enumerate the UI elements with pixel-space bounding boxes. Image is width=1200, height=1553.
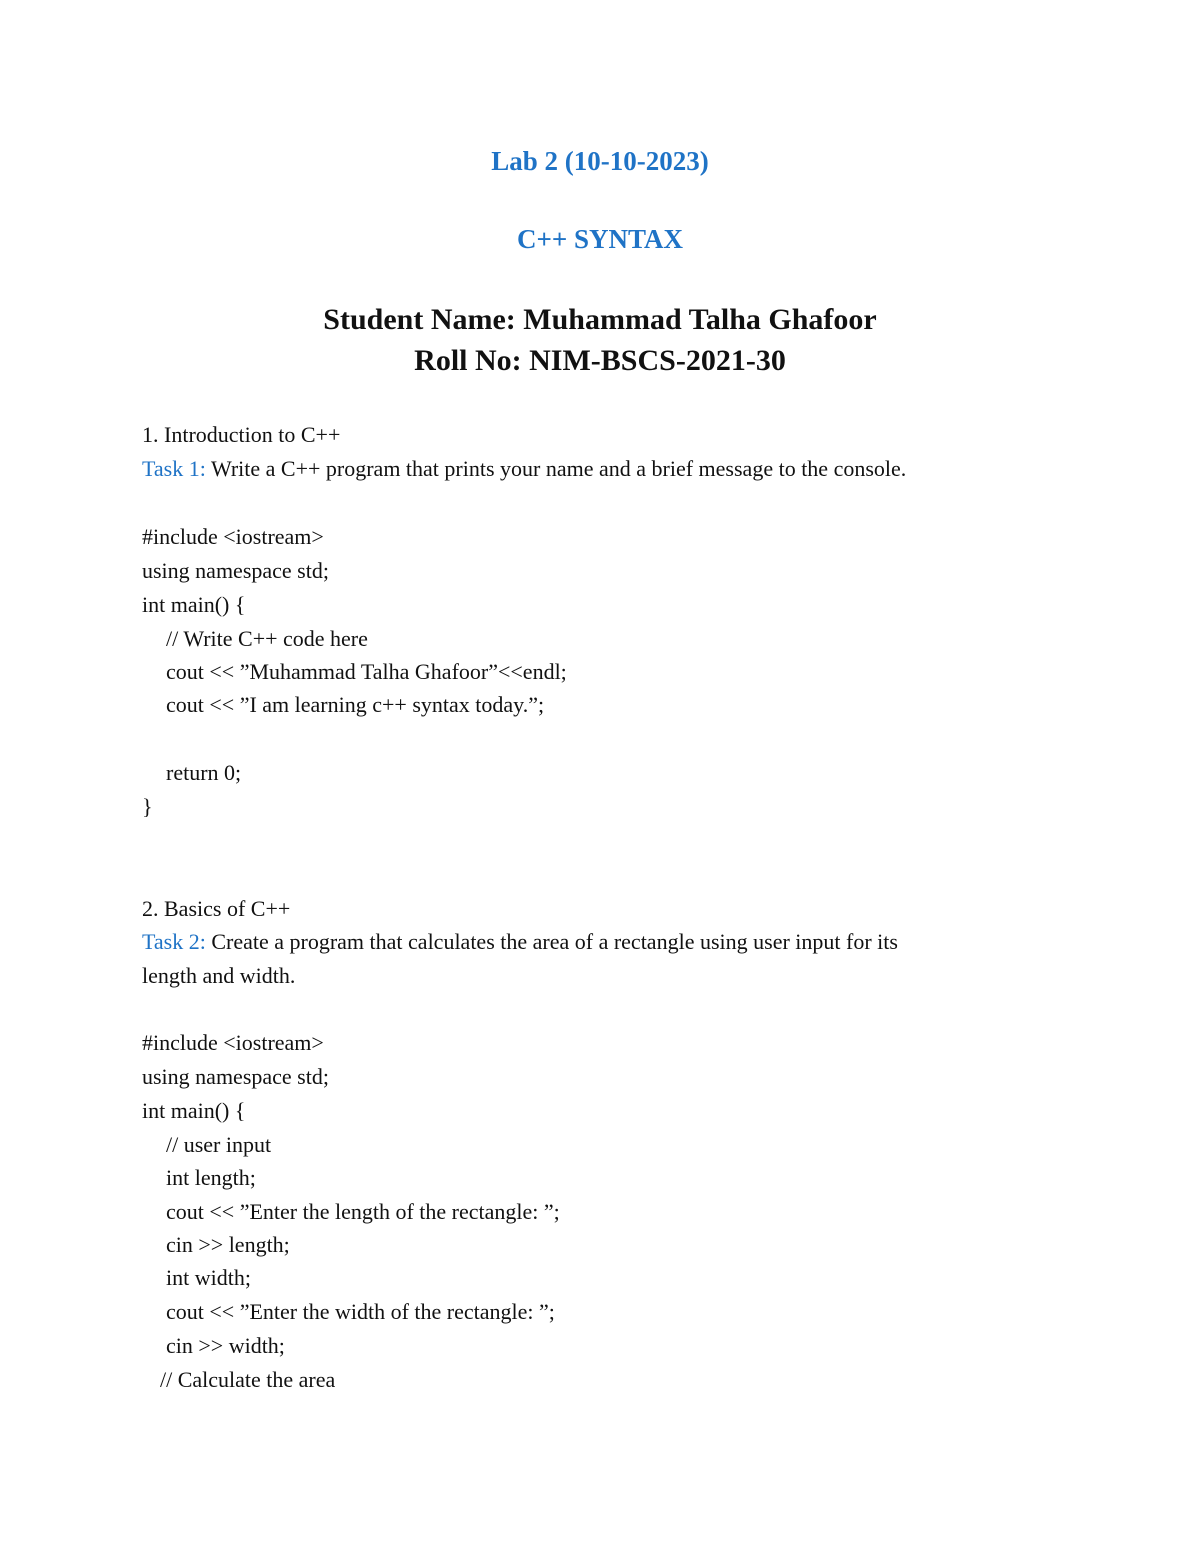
code-line: int main() { — [142, 1098, 246, 1123]
code-line: #include <iostream> — [142, 1030, 324, 1055]
task-2-description — [142, 931, 898, 953]
code-line: cout << ”Muhammad Talha Ghafoor”<<endl; — [166, 659, 567, 684]
task-1-label: Task 1: — [142, 456, 206, 481]
task-1-text: Write a C++ program that prints your name and a brief message to the console. — [205, 456, 907, 481]
code-line: cin >> width; — [166, 1333, 285, 1358]
code-comment: // Calculate the area — [160, 1367, 336, 1392]
task-2-label: Task 2: — [142, 929, 206, 954]
task-1-description — [142, 458, 906, 480]
code-line: cin >> length; — [166, 1232, 290, 1257]
code-comment: // user input — [166, 1132, 272, 1157]
section-2-heading: 2. Basics of C++ — [142, 896, 291, 921]
lab-title: Lab 2 (10-10-2023) — [491, 146, 709, 176]
task-2-text: Create a program that calculates the area of a rectangle using user input for its — [205, 929, 898, 954]
roll-number: Roll No: NIM-BSCS-2021-30 — [414, 344, 786, 377]
section-1-heading: 1. Introduction to C++ — [142, 422, 341, 447]
code-line: cout << ”Enter the length of the rectangle: ”; — [166, 1199, 560, 1224]
code-line: return 0; — [166, 760, 242, 785]
code-line: int width; — [166, 1265, 251, 1290]
code-line: int main() { — [142, 592, 246, 617]
subject-title: C++ SYNTAX — [516, 224, 684, 254]
code-line: using namespace std; — [142, 1064, 329, 1089]
task-2-text-continued: length and width. — [142, 963, 296, 988]
code-line: } — [142, 794, 153, 819]
code-line: cout << ”I am learning c++ syntax today.”; — [166, 692, 545, 717]
code-line: #include <iostream> — [142, 524, 324, 549]
code-line: cout << ”Enter the width of the rectangle: ”; — [166, 1299, 555, 1324]
code-line: using namespace std; — [142, 558, 329, 583]
code-line: int length; — [166, 1165, 256, 1190]
student-name: Student Name: Muhammad Talha Ghafoor — [323, 303, 877, 336]
code-comment: // Write C++ code here — [166, 626, 368, 651]
